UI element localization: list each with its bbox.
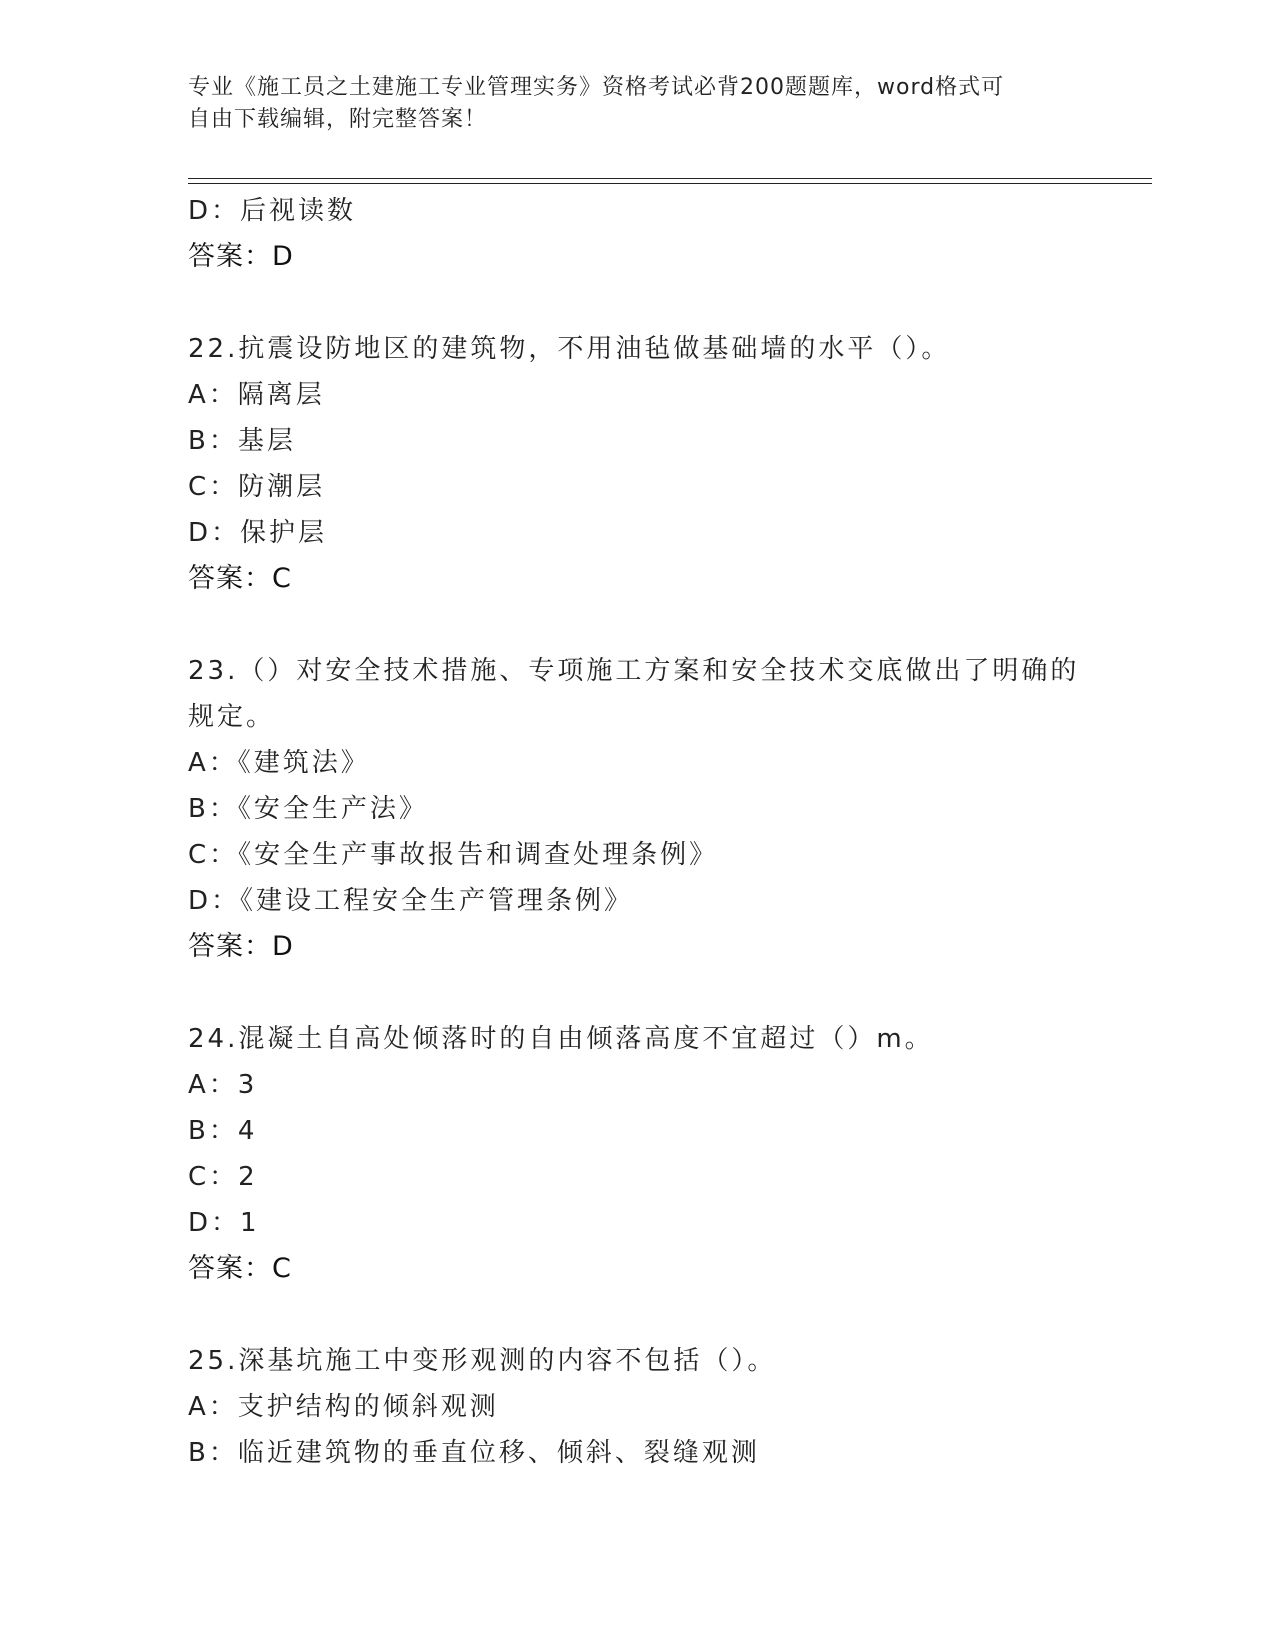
question-stem-continued: 规定。 [188,702,276,732]
spacer [188,970,1088,1016]
question-stem: 22.抗震设防地区的建筑物，不用油毡做基础墙的水平（）。 [188,334,951,364]
option-d: D：保护层 [188,518,328,548]
option-a: A：隔离层 [188,380,325,410]
option-c: C：《安全生产事故报告和调查处理条例》 [188,840,719,870]
option-a: A：3 [188,1070,258,1100]
answer-line: 答案：D [188,241,294,272]
option-a: A：支护结构的倾斜观测 [188,1392,499,1422]
option-c: C：防潮层 [188,472,326,502]
question-list [188,188,1088,1476]
question-stem: 25.深基坑施工中变形观测的内容不包括（）。 [188,1346,777,1376]
answer-line: 答案：C [188,1253,292,1284]
option-b: B：临近建筑物的垂直位移、倾斜、裂缝观测 [188,1438,760,1468]
header-divider-top [188,178,1152,179]
spacer [188,602,1088,648]
question-23 [188,648,1088,970]
option-c: C：2 [188,1162,258,1192]
option-a: A：《建筑法》 [188,748,370,778]
question-22 [188,326,1088,602]
header-line-2: 自由下载编辑，附完整答案！ [188,107,488,132]
question-25 [188,1338,1088,1476]
spacer [188,280,1088,326]
option-d: D：后视读数 [188,196,357,226]
answer-line: 答案：C [188,563,292,594]
header-line-1: 专业《施工员之土建施工专业管理实务》资格考试必背200题题库，word格式可 [188,75,1005,100]
option-b: B：《安全生产法》 [188,794,428,824]
question-stem: 24.混凝土自高处倾落时的自由倾落高度不宜超过（）m。 [188,1024,934,1054]
option-d: D：《建设工程安全生产管理条例》 [188,886,634,916]
option-b: B：基层 [188,426,296,456]
question-stem: 23.（）对安全技术措施、专项施工方案和安全技术交底做出了明确的 [188,656,1080,686]
option-b: B：4 [188,1116,258,1146]
header-divider-bottom [188,183,1152,184]
page-header [188,72,1088,136]
option-d: D：1 [188,1208,260,1238]
answer-line: 答案：D [188,931,294,962]
question-24 [188,1016,1088,1292]
spacer [188,1292,1088,1338]
